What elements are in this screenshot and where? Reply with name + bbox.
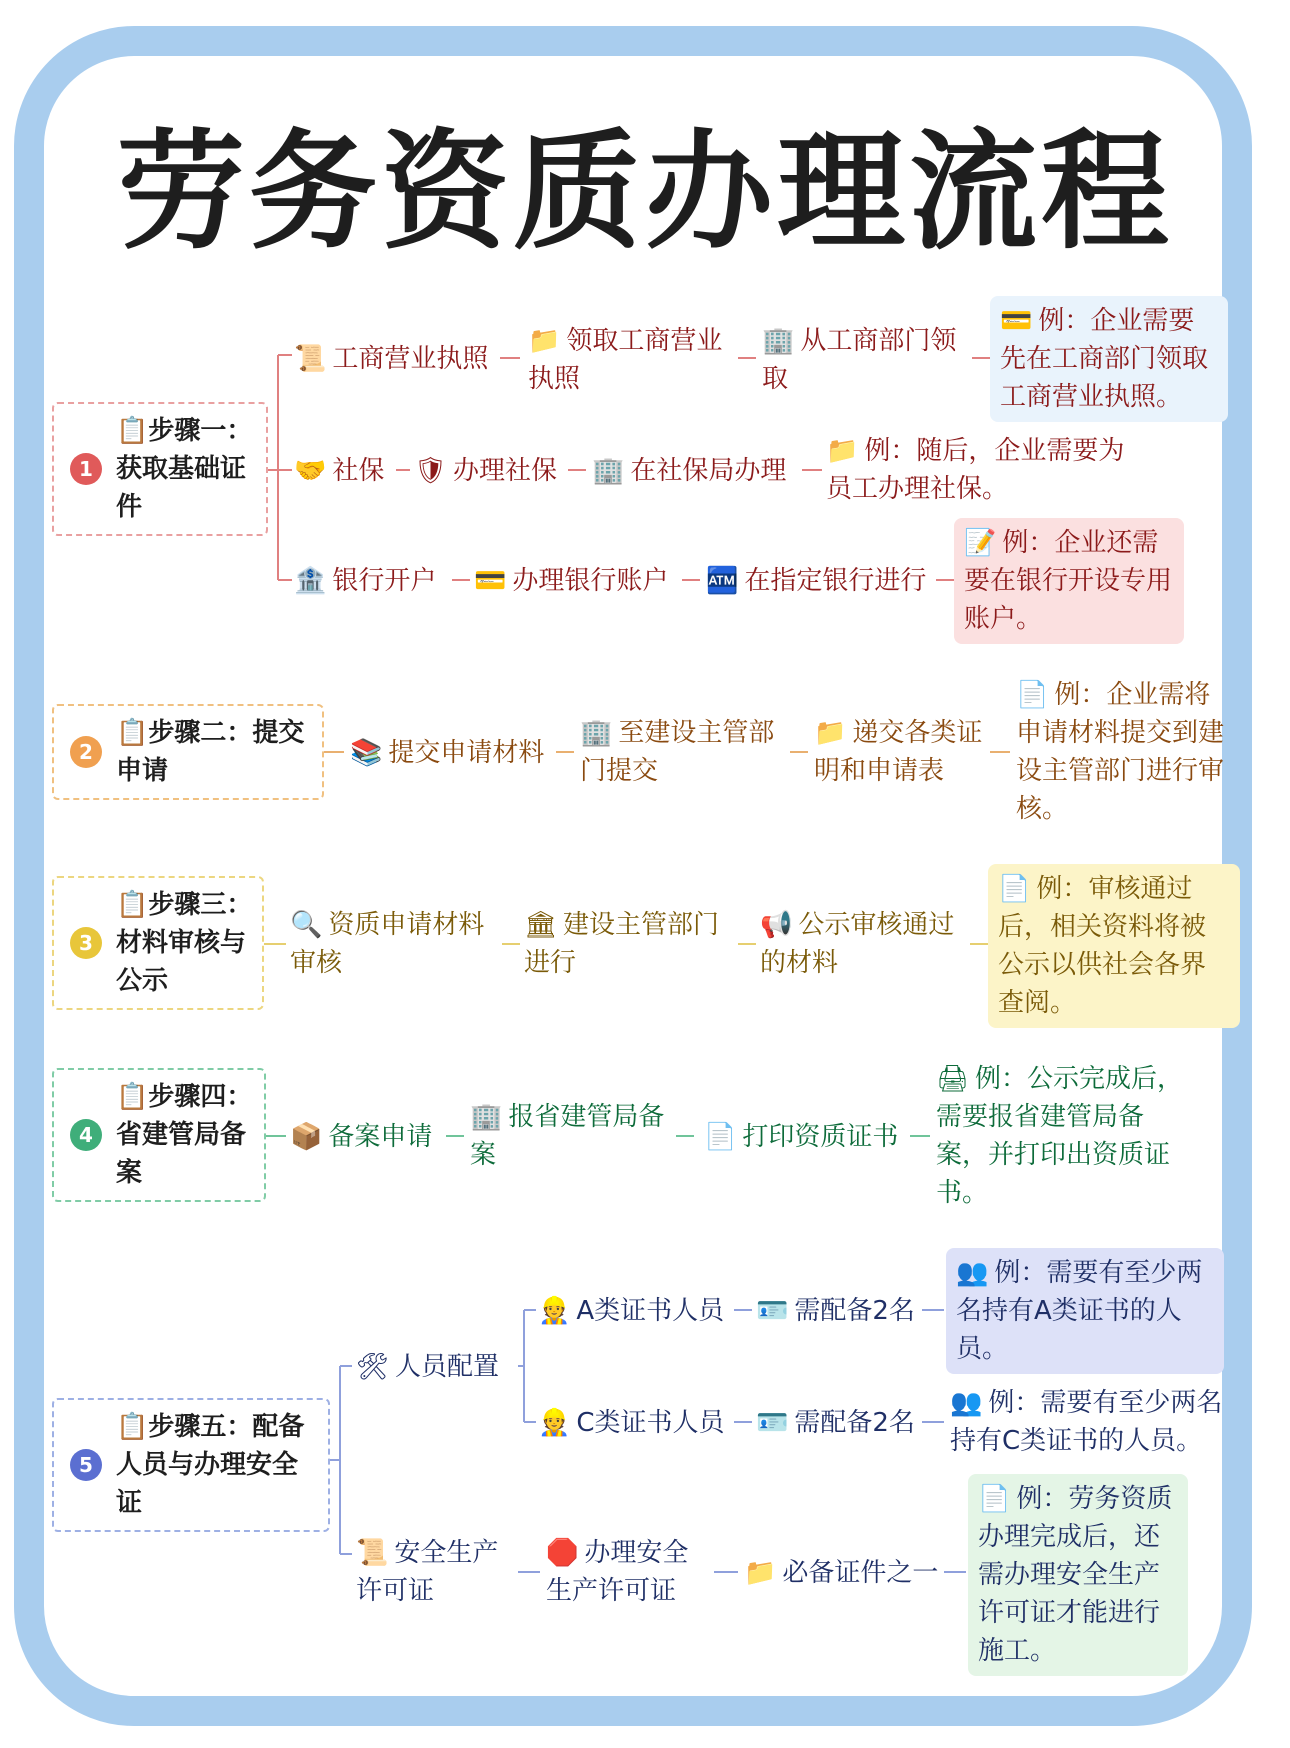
step-2-label: 步骤二：提交申请 bbox=[116, 718, 305, 786]
tools-icon: 🛠 bbox=[356, 1352, 390, 1382]
document-icon: 📄 bbox=[1016, 680, 1049, 710]
step-3-example: 📄 例：审核通过后，相关资料将被公示以供社会各界查阅。 bbox=[988, 864, 1240, 1028]
step-1-row-1-a: 📜 工商营业执照 bbox=[294, 340, 488, 378]
step-4-box bbox=[52, 1068, 266, 1202]
step-5-safety-b: 🛑 办理安全生产许可证 bbox=[546, 1534, 714, 1610]
step-4-a: 📦 备案申请 bbox=[290, 1118, 432, 1156]
people-icon: 👥 bbox=[956, 1258, 989, 1288]
step-1-row-1-b: 📁 领取工商营业执照 bbox=[528, 322, 738, 398]
step-5-safety-c: 📁 必备证件之一 bbox=[744, 1554, 938, 1592]
step-3-a: 🔍 资质申请材料审核 bbox=[290, 906, 502, 982]
step-3-c: 📢 公示审核通过的材料 bbox=[760, 906, 970, 982]
step-3-box bbox=[52, 876, 264, 1010]
institution-icon: 🏛 bbox=[524, 910, 558, 940]
clipboard-icon: 📋 bbox=[116, 1082, 149, 1112]
id-card-icon: 🪪 bbox=[756, 1408, 789, 1438]
step-1-row-2-c: 🏢 在社保局办理 bbox=[592, 452, 786, 490]
step-2-example: 📄 例：企业需将申请材料提交到建设主管部门进行审核。 bbox=[1012, 674, 1240, 830]
step-4-number: 4 bbox=[70, 1119, 102, 1151]
folder-icon: 📁 bbox=[826, 436, 859, 466]
clipboard-icon: 📋 bbox=[116, 416, 149, 446]
step-5-a-example: 👥 例：需要有至少两名持有A类证书的人员。 bbox=[946, 1248, 1224, 1374]
megaphone-icon: 📢 bbox=[760, 910, 793, 940]
step-1-row-1-example: 💳 例：企业需要先在工商部门领取工商营业执照。 bbox=[990, 296, 1228, 422]
scroll-icon: 📜 bbox=[294, 344, 327, 374]
document-icon: 📄 bbox=[998, 874, 1031, 904]
folder-icon: 📁 bbox=[814, 718, 847, 748]
bank-icon: 🏦 bbox=[294, 566, 327, 596]
document-icon: 📄 bbox=[704, 1122, 737, 1152]
step-3-b: 🏛 建设主管部门进行 bbox=[524, 906, 738, 982]
worker-icon: 👷 bbox=[538, 1408, 571, 1438]
folder-icon: 📁 bbox=[528, 326, 561, 356]
step-1-row-3-c: 🏧 在指定银行进行 bbox=[706, 562, 926, 600]
step-2-c: 📁 递交各类证明和申请表 bbox=[814, 714, 990, 790]
people-icon: 👥 bbox=[950, 1388, 983, 1418]
office-icon: 🏢 bbox=[580, 718, 613, 748]
magnifier-icon: 🔍 bbox=[290, 910, 323, 940]
step-5-a-cert: 👷 A类证书人员 bbox=[538, 1292, 724, 1330]
step-5-c-example: 👥 例：需要有至少两名持有C类证书的人员。 bbox=[946, 1382, 1246, 1462]
building-icon: 🏢 bbox=[762, 326, 795, 356]
step-2-a: 📚 提交申请材料 bbox=[350, 734, 544, 772]
step-1-row-1-c: 🏢 从工商部门领取 bbox=[762, 322, 972, 398]
office-icon: 🏢 bbox=[470, 1102, 503, 1132]
card-icon: 💳 bbox=[474, 566, 507, 596]
step-5-box bbox=[52, 1398, 330, 1532]
memo-icon: 📝 bbox=[964, 528, 997, 558]
folder-icon: 📁 bbox=[744, 1558, 777, 1588]
clipboard-icon: 📋 bbox=[116, 890, 149, 920]
step-1-label: 步骤一：获取基础证件 bbox=[116, 416, 253, 522]
step-1-row-3-b: 💳 办理银行账户 bbox=[474, 562, 668, 600]
atm-icon: 🏧 bbox=[706, 566, 739, 596]
clipboard-icon: 📋 bbox=[116, 718, 149, 748]
step-3-label: 步骤三：材料审核与公示 bbox=[116, 890, 253, 996]
printer-icon: 🖨 bbox=[936, 1064, 970, 1094]
step-4-c: 📄 打印资质证书 bbox=[704, 1118, 898, 1156]
step-2-number: 2 bbox=[70, 736, 102, 768]
shield-icon: 🛡 bbox=[414, 456, 448, 486]
books-icon: 📚 bbox=[350, 738, 383, 768]
clipboard-icon: 📋 bbox=[116, 1412, 149, 1442]
handshake-icon: 🤝 bbox=[294, 456, 327, 486]
step-5-a-need: 🪪 需配备2名 bbox=[756, 1292, 915, 1330]
step-3-number: 3 bbox=[70, 927, 102, 959]
office-icon: 🏢 bbox=[592, 456, 625, 486]
package-icon: 📦 bbox=[290, 1122, 323, 1152]
step-4-example: 🖨 例：公示完成后，需要报省建管局备案，并打印出资质证书。 bbox=[932, 1058, 1194, 1214]
id-card-icon: 🪪 bbox=[756, 1296, 789, 1326]
step-2-b: 🏢 至建设主管部门提交 bbox=[580, 714, 790, 790]
step-1-row-2-a: 🤝 社保 bbox=[294, 452, 384, 490]
worker-icon: 👷 bbox=[538, 1296, 571, 1326]
document-icon: 📄 bbox=[978, 1484, 1011, 1514]
step-1-row-2-example: 📁 例：随后，企业需要为员工办理社保。 bbox=[822, 430, 1152, 510]
step-5-number: 5 bbox=[70, 1449, 102, 1481]
step-1-number: 1 bbox=[70, 453, 102, 485]
step-2-box bbox=[52, 704, 324, 800]
page-title: 劳务资质办理流程 bbox=[116, 118, 1173, 267]
step-1-box bbox=[52, 402, 268, 536]
step-5-staff: 🛠 人员配置 bbox=[356, 1348, 499, 1386]
step-5-safety-example: 📄 例：劳务资质办理完成后，还需办理安全生产许可证才能进行施工。 bbox=[968, 1474, 1188, 1676]
stop-sign-icon: 🛑 bbox=[546, 1538, 579, 1568]
step-1-row-3-a: 🏦 银行开户 bbox=[294, 562, 436, 600]
step-4-b: 🏢 报省建管局备案 bbox=[470, 1098, 676, 1174]
step-1-row-3-example: 📝 例：企业还需要在银行开设专用账户。 bbox=[954, 518, 1184, 644]
step-5-label: 步骤五：配备人员与办理安全证 bbox=[116, 1412, 305, 1518]
card-icon: 💳 bbox=[1000, 306, 1033, 336]
step-4-label: 步骤四：省建管局备案 bbox=[116, 1082, 253, 1188]
step-5-c-cert: 👷 C类证书人员 bbox=[538, 1404, 725, 1442]
step-1-row-2-b: 🛡 办理社保 bbox=[414, 452, 557, 490]
step-5-safety: 📜 安全生产许可证 bbox=[356, 1534, 518, 1610]
scroll-icon: 📜 bbox=[356, 1538, 389, 1568]
step-5-c-need: 🪪 需配备2名 bbox=[756, 1404, 915, 1442]
